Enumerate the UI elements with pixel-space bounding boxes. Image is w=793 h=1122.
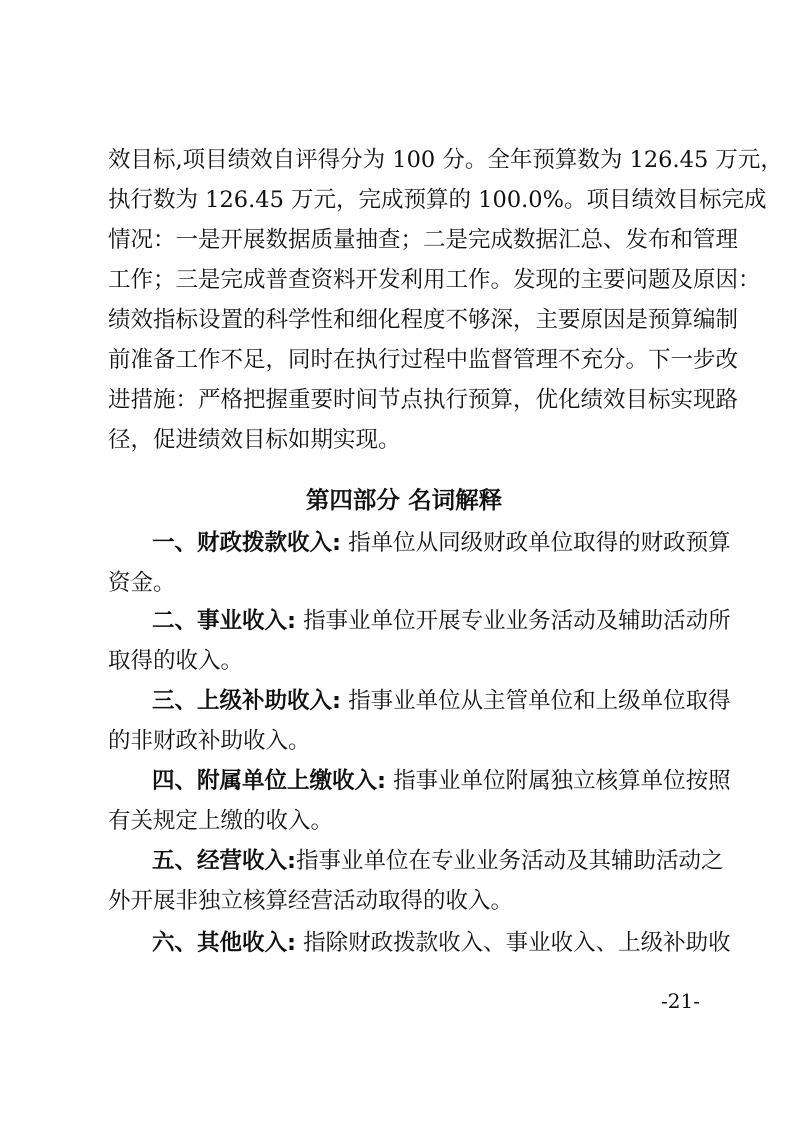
term-definition-continuation: 取得的收入。 bbox=[108, 648, 244, 674]
page-number: -21- bbox=[661, 989, 700, 1013]
term-definition: 指事业单位开展专业业务活动及辅助活动所 bbox=[303, 608, 731, 634]
term-label: 五、经营收入: bbox=[152, 848, 296, 874]
body-text-line: 绩效指标设置的科学性和细化程度不够深，主要原因是预算编制 bbox=[108, 307, 739, 333]
term-definition-line bbox=[152, 528, 731, 558]
term-definition: 指事业单位从主管单位和上级单位取得 bbox=[348, 688, 731, 714]
term-definition-line bbox=[152, 928, 731, 958]
term-definition-line bbox=[152, 606, 731, 636]
term-definition: 指事业单位附属独立核算单位按照 bbox=[393, 768, 731, 794]
term-label: 六、其他收入: bbox=[152, 930, 296, 956]
body-text-line: 进措施：严格把握重要时间节点执行预算，优化绩效目标实现路 bbox=[108, 387, 739, 413]
body-text-line: 径，促进绩效目标如期实现。 bbox=[108, 427, 401, 453]
term-definition-continuation: 外开展非独立核算经营活动取得的收入。 bbox=[108, 888, 514, 914]
body-text-line: 情况：一是开展数据质量抽查；二是完成数据汇总、发布和管理 bbox=[108, 227, 739, 253]
body-text-line: 执行数为 126.45 万元，完成预算的 100.0%。项目绩效目标完成 bbox=[108, 187, 767, 213]
term-label: 三、上级补助收入: bbox=[152, 688, 341, 714]
term-definition-continuation: 的非财政补助收入。 bbox=[108, 728, 311, 754]
section-heading: 第四部分 名词解释 bbox=[305, 486, 503, 514]
term-definition-line bbox=[152, 766, 731, 796]
term-definition-continuation: 有关规定上缴的收入。 bbox=[108, 808, 334, 834]
term-definition: 指除财政拨款收入、事业收入、上级补助收 bbox=[303, 930, 731, 956]
term-definition: 指事业单位在专业业务活动及其辅助活动之 bbox=[296, 848, 724, 874]
body-text-line: 工作；三是完成普查资料开发利用工作。发现的主要问题及原因： bbox=[108, 267, 761, 293]
term-label: 二、事业收入: bbox=[152, 608, 296, 634]
term-definition-line bbox=[152, 846, 724, 876]
term-label: 一、财政拨款收入: bbox=[152, 530, 341, 556]
term-definition-continuation: 资金。 bbox=[108, 570, 176, 596]
term-definition: 指单位从同级财政单位取得的财政预算 bbox=[348, 530, 731, 556]
term-label: 四、附属单位上缴收入: bbox=[152, 768, 386, 794]
body-text-line: 前准备工作不足，同时在执行过程中监督管理不充分。下一步改 bbox=[108, 347, 739, 373]
term-definition-line bbox=[152, 686, 731, 716]
body-text-line: 效目标,项目绩效自评得分为 100 分。全年预算数为 126.45 万元， bbox=[108, 147, 783, 173]
